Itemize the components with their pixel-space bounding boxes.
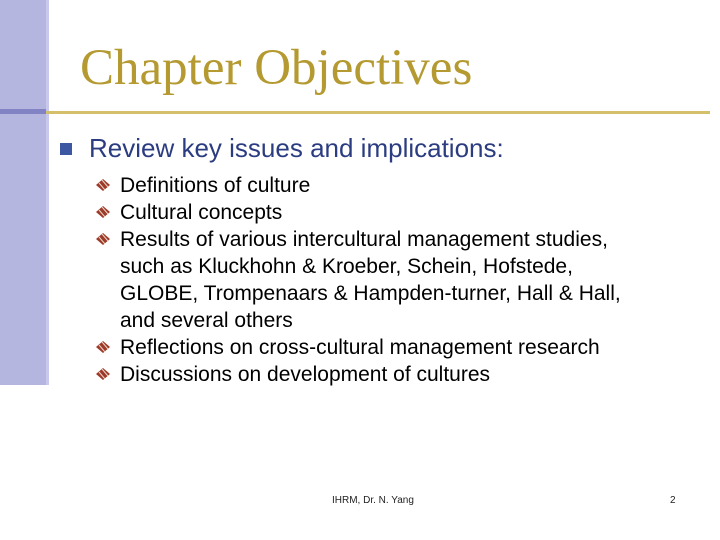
hatched-diamond-bullet-icon — [96, 179, 110, 191]
footer-text: IHRM, Dr. N. Yang — [332, 495, 414, 506]
hatched-diamond-bullet-icon — [96, 341, 110, 353]
main-bullet-text: Review key issues and implications: — [89, 133, 504, 163]
sub-bullet-list — [96, 172, 656, 388]
list-item — [96, 199, 656, 226]
list-item — [96, 361, 656, 388]
list-item-text: Cultural concepts — [120, 201, 283, 224]
list-item-text: Discussions on development of cultures — [120, 363, 491, 386]
square-bullet-icon — [60, 143, 72, 155]
list-item — [96, 226, 656, 334]
title-rule-accent — [0, 109, 46, 114]
hatched-diamond-bullet-icon — [96, 368, 110, 380]
side-accent-bar — [0, 0, 46, 385]
slide-title: Chapter Objectives — [80, 40, 473, 96]
list-item — [96, 172, 656, 199]
hatched-diamond-bullet-icon — [96, 233, 110, 245]
hatched-diamond-bullet-icon — [96, 206, 110, 218]
list-item — [96, 334, 656, 361]
list-item-text: Reflections on cross-cultural management research — [120, 336, 600, 359]
list-item-text: Results of various intercultural management studies, such as Kluckhohn & Kroeber, Schein, Hofstede, GLOBE, Trompenaars & Hampden-turner, Hall & Hall, and several others — [120, 228, 621, 332]
main-bullet-point — [60, 131, 504, 165]
title-rule — [46, 111, 710, 114]
list-item-text: Definitions of culture — [120, 174, 311, 197]
page-number: 2 — [670, 495, 676, 506]
side-accent-bar-edge — [46, 0, 49, 385]
